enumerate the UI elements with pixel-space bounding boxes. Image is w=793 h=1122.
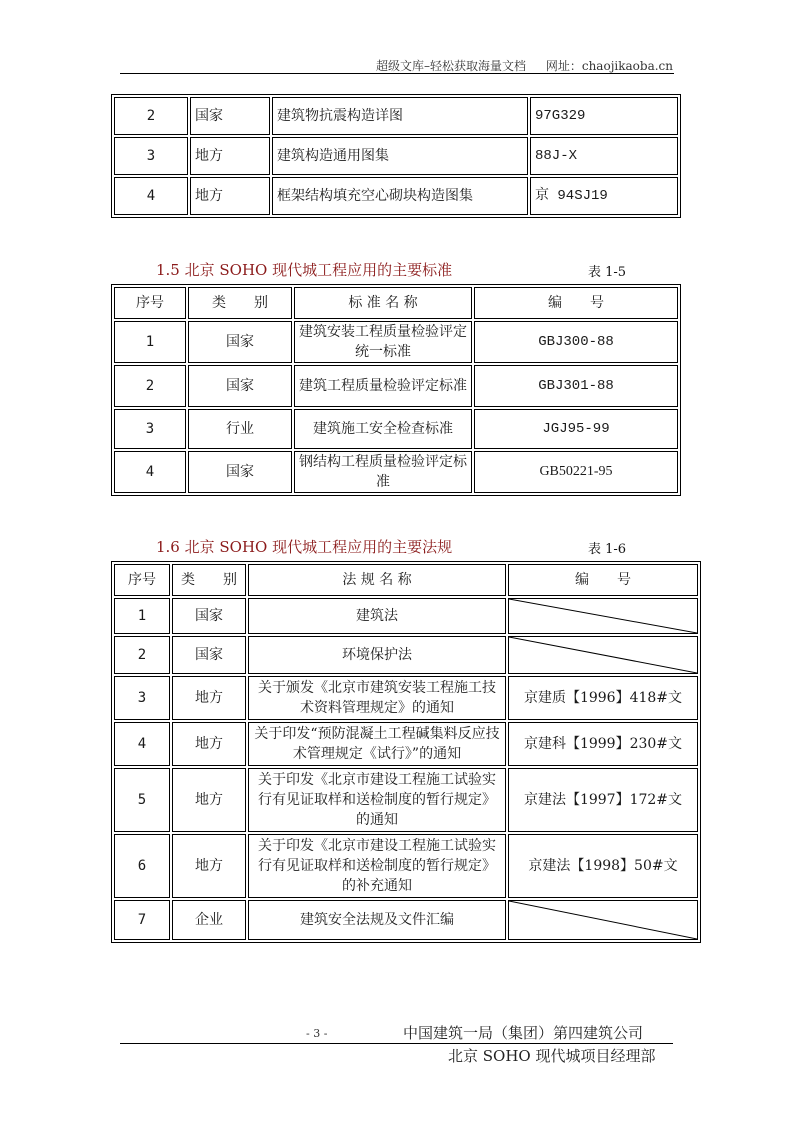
row-level: 国家 [188, 451, 292, 493]
row-number: 1 [114, 598, 170, 634]
table-row [114, 321, 678, 363]
row-number: 2 [114, 636, 170, 674]
table-header-row [114, 287, 678, 319]
row-level: 行业 [188, 409, 292, 449]
row-level: 国家 [188, 365, 292, 407]
header-number: 序号 [114, 564, 170, 596]
header-rule [120, 73, 674, 74]
row-code: GBJ301-88 [474, 365, 678, 407]
row-code: 京建法【1998】50#文 [508, 834, 698, 898]
section-title-regulations: 1.6 北京 SOHO 现代城工程应用的主要法规 [156, 538, 453, 556]
row-number: 3 [114, 137, 188, 175]
section-title-standards: 1.5 北京 SOHO 现代城工程应用的主要标准 [156, 261, 453, 279]
row-number: 4 [114, 722, 170, 766]
row-code: 京 94SJ19 [530, 177, 678, 215]
row-number: 5 [114, 768, 170, 832]
header-regulation-name: 法 规 名 称 [248, 564, 506, 596]
row-number: 4 [114, 451, 186, 493]
row-level: 地方 [172, 834, 246, 898]
row-number: 3 [114, 676, 170, 720]
row-name: 建筑安全法规及文件汇编 [248, 900, 506, 940]
row-number: 7 [114, 900, 170, 940]
table-row [114, 598, 698, 634]
table-row [114, 451, 678, 493]
row-name: 关于颁发《北京市建筑安装工程施工技术资料管理规定》的通知 [248, 676, 506, 720]
footer-company: 中国建筑一局（集团）第四建筑公司 [403, 1024, 644, 1042]
site-url: 网址：chaojikaoba.cn [545, 59, 673, 73]
table-row [114, 900, 698, 940]
drawings-table-continued [111, 94, 681, 218]
site-name: 超级文库–轻松获取海量文档 [376, 59, 527, 73]
row-name: 建筑构造通用图集 [272, 137, 528, 175]
table-row [114, 137, 678, 175]
row-level: 国家 [190, 97, 270, 135]
row-name: 建筑法 [248, 598, 506, 634]
table-row [114, 177, 678, 215]
table-row [114, 768, 698, 832]
row-code: 88J-X [530, 137, 678, 175]
regulations-table [111, 561, 701, 943]
row-level: 地方 [190, 177, 270, 215]
row-level: 企业 [172, 900, 246, 940]
header-code: 编 号 [508, 564, 698, 596]
table-row [114, 834, 698, 898]
footer-rule [120, 1043, 673, 1044]
row-code-empty [508, 900, 698, 940]
row-code: GBJ300-88 [474, 321, 678, 363]
header-note [376, 57, 673, 74]
table-label-1-5: 表 1-5 [588, 265, 627, 280]
diagonal-slash-icon [509, 901, 697, 939]
row-level: 国家 [172, 636, 246, 674]
row-code: GB50221-95 [474, 451, 678, 493]
row-level: 地方 [172, 722, 246, 766]
header-category: 类 别 [172, 564, 246, 596]
table-row [114, 365, 678, 407]
row-level: 国家 [172, 598, 246, 634]
row-name: 关于印发《北京市建设工程施工试验实行有见证取样和送检制度的暂行规定》的通知 [248, 768, 506, 832]
row-number: 2 [114, 365, 186, 407]
table-row [114, 676, 698, 720]
header-category: 类 别 [188, 287, 292, 319]
row-level: 地方 [190, 137, 270, 175]
table-row [114, 409, 678, 449]
page-number: - 3 - [306, 1027, 328, 1040]
row-code: 京建法【1997】172#文 [508, 768, 698, 832]
diagonal-slash-icon [509, 599, 697, 633]
header-number: 序号 [114, 287, 186, 319]
row-code: 京建科【1999】230#文 [508, 722, 698, 766]
row-level: 地方 [172, 676, 246, 720]
row-code-empty [508, 636, 698, 674]
table-row [114, 97, 678, 135]
row-number: 6 [114, 834, 170, 898]
table-header-row [114, 564, 698, 596]
table-row [114, 636, 698, 674]
row-name: 建筑施工安全检查标准 [294, 409, 472, 449]
row-code: 97G329 [530, 97, 678, 135]
row-number: 3 [114, 409, 186, 449]
row-code: 京建质【1996】418#文 [508, 676, 698, 720]
row-name: 关于印发《北京市建设工程施工试验实行有见证取样和送检制度的暂行规定》的补充通知 [248, 834, 506, 898]
row-level: 国家 [188, 321, 292, 363]
row-number: 1 [114, 321, 186, 363]
header-code: 编 号 [474, 287, 678, 319]
row-name: 建筑物抗震构造详图 [272, 97, 528, 135]
footer-department: 北京 SOHO 现代城项目经理部 [448, 1047, 656, 1065]
row-number: 2 [114, 97, 188, 135]
row-name: 关于印发“预防混凝土工程碱集料反应技术管理规定《试行》”的通知 [248, 722, 506, 766]
row-name: 钢结构工程质量检验评定标准 [294, 451, 472, 493]
header-standard-name: 标 准 名 称 [294, 287, 472, 319]
table-row [114, 722, 698, 766]
standards-table [111, 284, 681, 496]
table-label-1-6: 表 1-6 [588, 542, 627, 557]
row-name: 建筑工程质量检验评定标准 [294, 365, 472, 407]
row-number: 4 [114, 177, 188, 215]
row-name: 环境保护法 [248, 636, 506, 674]
row-level: 地方 [172, 768, 246, 832]
diagonal-slash-icon [509, 637, 697, 673]
row-code: JGJ95-99 [474, 409, 678, 449]
row-name: 框架结构填充空心砌块构造图集 [272, 177, 528, 215]
row-code-empty [508, 598, 698, 634]
row-name: 建筑安装工程质量检验评定统一标准 [294, 321, 472, 363]
